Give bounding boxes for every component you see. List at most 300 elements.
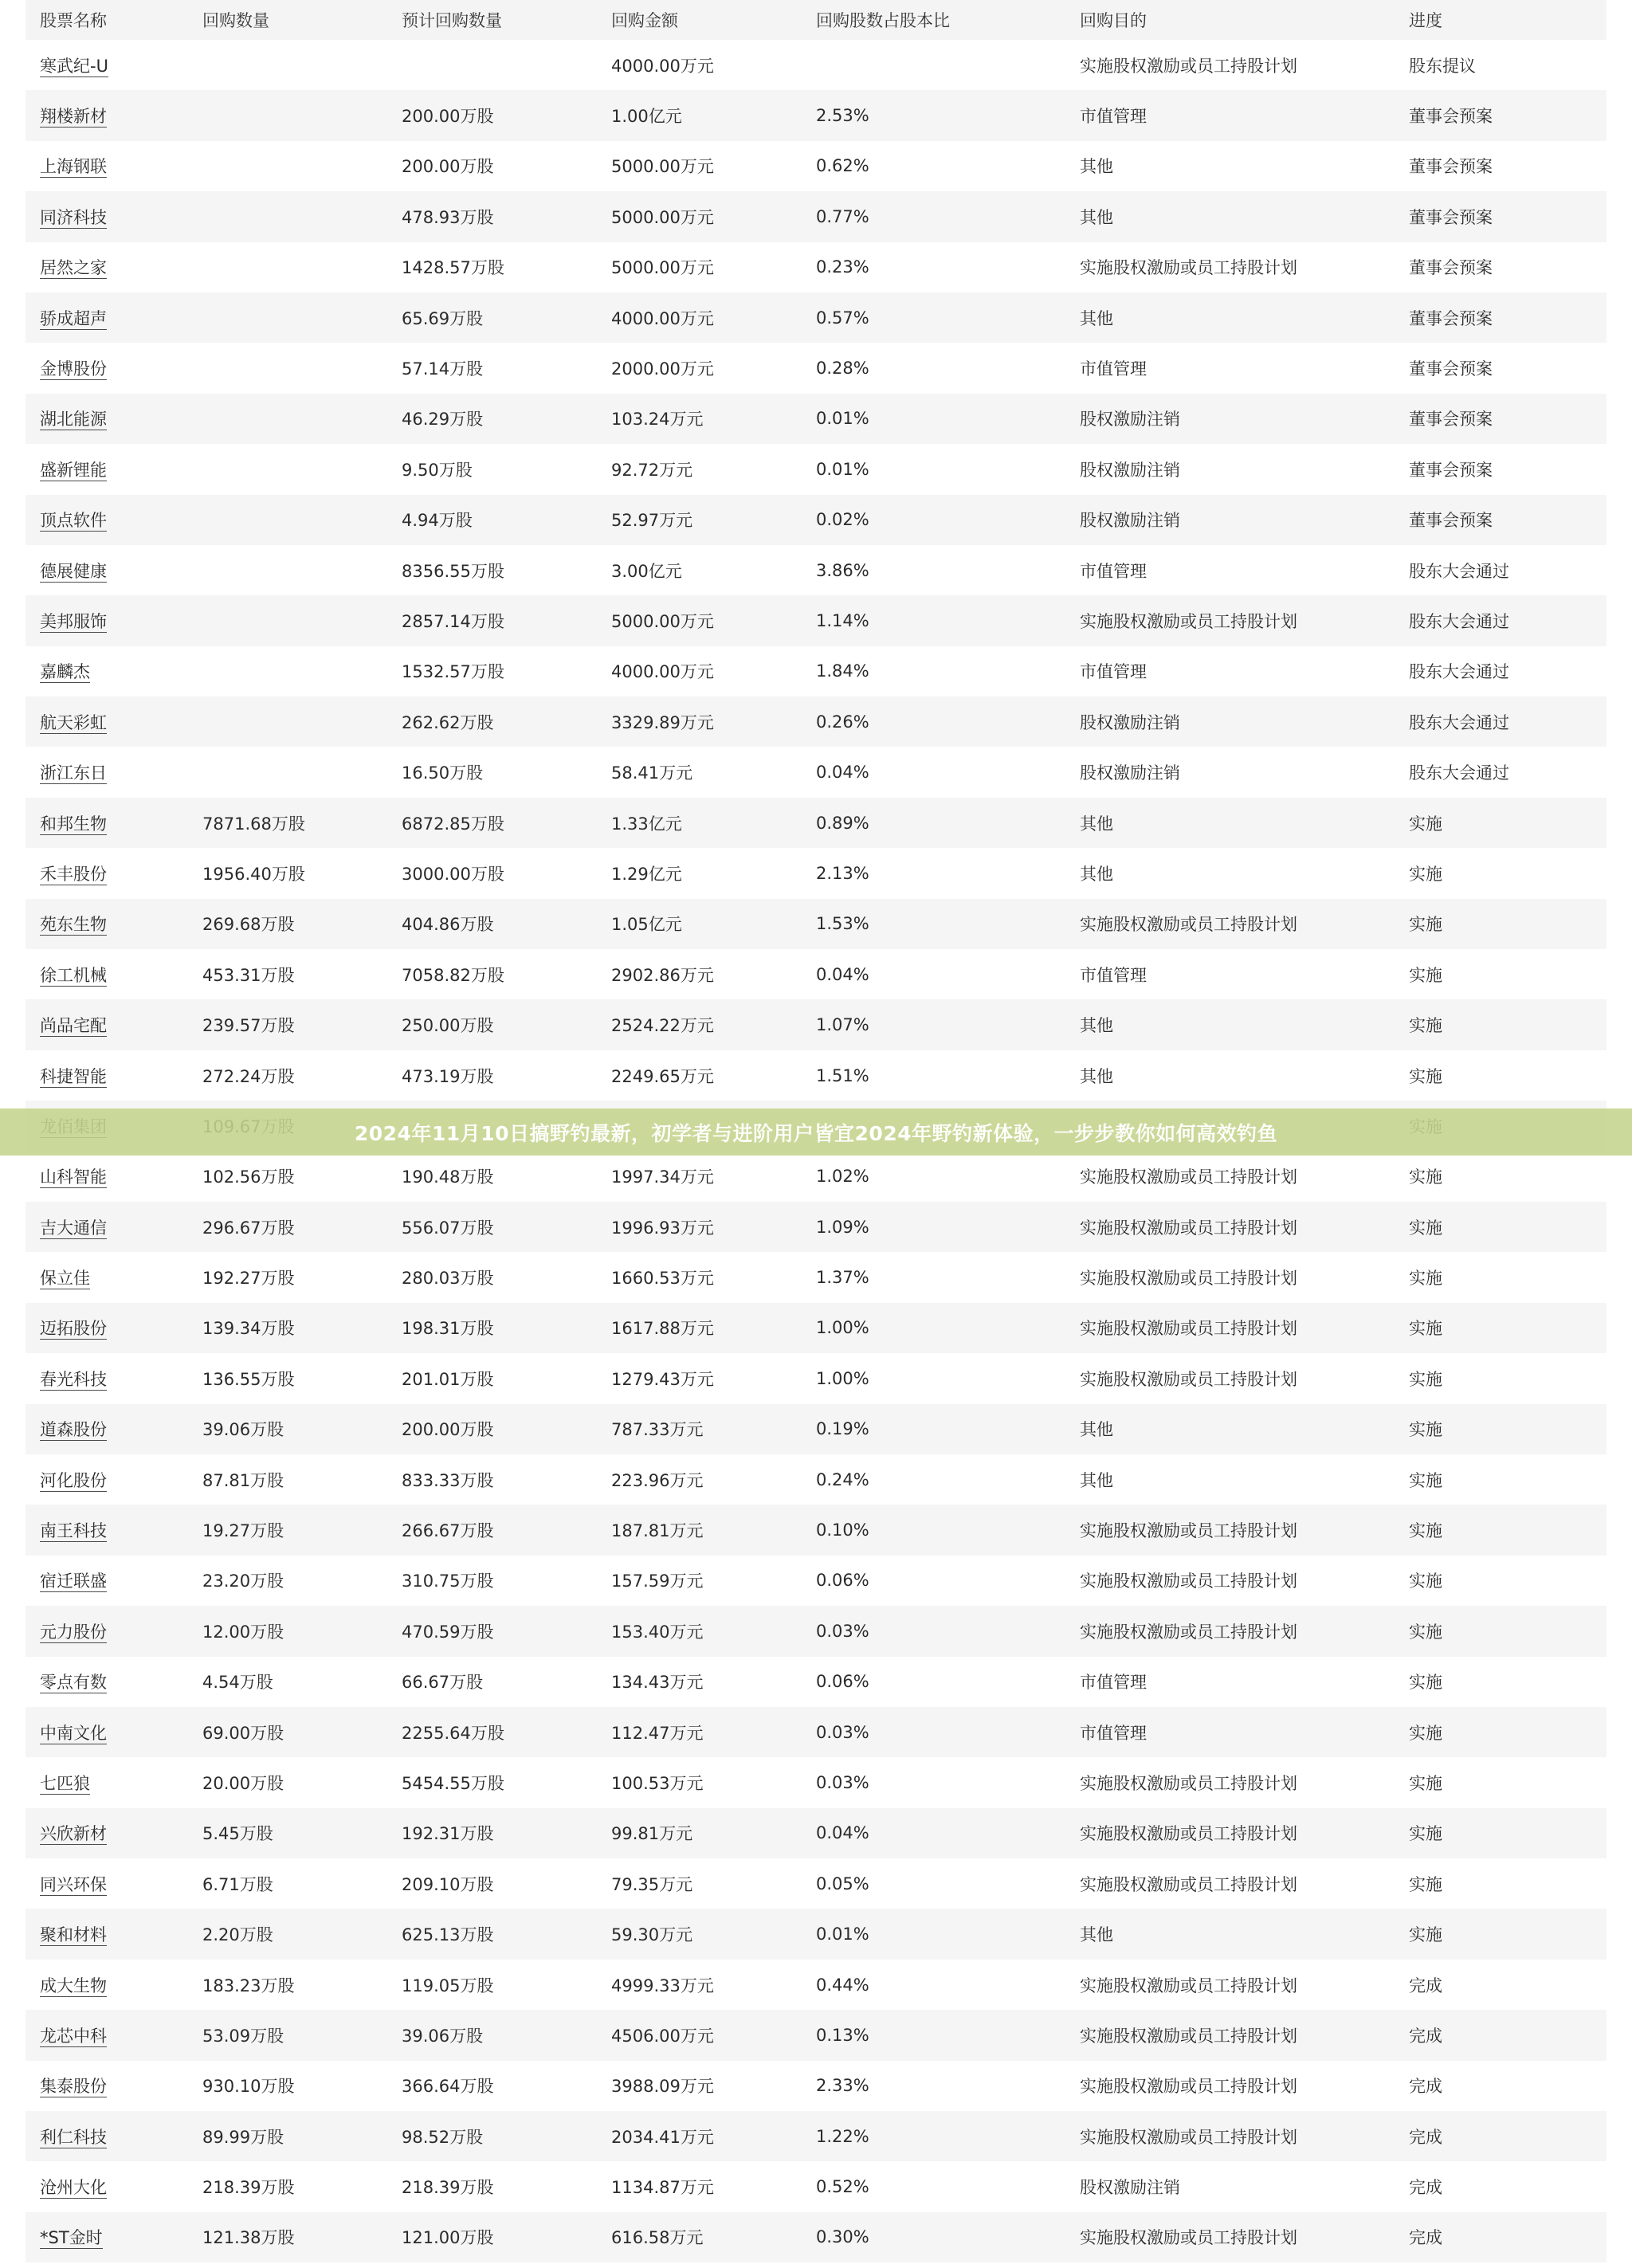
cell-buyback-share-ratio: 0.01% <box>816 1925 869 1944</box>
cell-stock-name <box>26 696 188 747</box>
cell-buyback-quantity: 12.00万股 <box>202 1622 284 1642</box>
cell-buyback-purpose: 实施股权激励或员工持股计划 <box>1080 1269 1297 1289</box>
table-row <box>26 1303 1606 1353</box>
cell-stock-name <box>26 595 188 645</box>
cell-progress: 实施 <box>1409 915 1442 935</box>
cell-buyback-purpose: 实施股权激励或员工持股计划 <box>1080 915 1297 935</box>
stock-name-link[interactable]: 翔楼新材 <box>40 107 107 127</box>
cell-buyback-quantity: 6.71万股 <box>202 1874 273 1894</box>
cell-buyback-purpose: 实施股权激励或员工持股计划 <box>1080 1218 1297 1238</box>
cell-buyback-share-ratio: 0.10% <box>816 1521 869 1540</box>
stock-name-link[interactable]: 德展健康 <box>40 561 107 581</box>
stock-name-link[interactable]: 河化股份 <box>40 1470 107 1490</box>
cell-progress: 实施 <box>1409 1925 1442 1945</box>
cell-buyback-amount: 4506.00万元 <box>611 2026 714 2046</box>
cell-buyback-amount: 3.00亿元 <box>611 561 682 581</box>
stock-name-link[interactable]: 春光科技 <box>40 1369 107 1389</box>
cell-expected-buyback-quantity: 250.00万股 <box>402 1016 494 1036</box>
cell-buyback-quantity: 269.68万股 <box>202 915 295 935</box>
cell-progress: 完成 <box>1409 2228 1442 2248</box>
cell-buyback-amount: 134.43万元 <box>611 1673 704 1693</box>
stock-name-link[interactable]: 同兴环保 <box>40 1874 107 1894</box>
cell-buyback-purpose: 实施股权激励或员工持股计划 <box>1080 1369 1297 1389</box>
cell-buyback-quantity <box>188 495 387 545</box>
cell-stock-name <box>26 1858 188 1909</box>
table-row <box>26 2111 1606 2161</box>
cell-buyback-quantity <box>188 747 387 797</box>
cell-buyback-quantity: 69.00万股 <box>202 1723 284 1743</box>
cell-buyback-purpose: 其他 <box>1080 207 1113 227</box>
cell-buyback-quantity <box>188 141 387 191</box>
cell-progress: 实施 <box>1409 1723 1442 1743</box>
cell-progress: 完成 <box>1409 2026 1442 2046</box>
cell-expected-buyback-quantity: 310.75万股 <box>402 1572 494 1591</box>
table-row <box>26 747 1606 797</box>
cell-buyback-purpose: 股权激励注销 <box>1080 2178 1180 2198</box>
cell-buyback-purpose: 市值管理 <box>1080 965 1147 985</box>
cell-expected-buyback-quantity: 65.69万股 <box>402 308 484 328</box>
stock-name-link[interactable]: 顶点软件 <box>40 511 107 531</box>
cell-progress: 股东大会通过 <box>1409 662 1509 682</box>
cell-buyback-amount: 787.33万元 <box>611 1420 704 1440</box>
cell-stock-name <box>26 90 188 140</box>
stock-name-link[interactable]: 苑东生物 <box>40 915 107 935</box>
cell-buyback-amount: 153.40万元 <box>611 1622 704 1642</box>
cell-progress: 实施 <box>1409 1773 1442 1793</box>
cell-stock-name <box>26 899 188 949</box>
stock-name-link[interactable]: 美邦服饰 <box>40 611 107 631</box>
cell-progress: 董事会预案 <box>1409 207 1493 227</box>
cell-expected-buyback-quantity: 3000.00万股 <box>402 864 504 884</box>
cell-progress: 完成 <box>1409 1976 1442 1995</box>
cell-stock-name <box>26 242 188 292</box>
stock-name-link[interactable]: 金博股份 <box>40 359 107 379</box>
cell-buyback-amount: 5000.00万元 <box>611 157 714 177</box>
cell-stock-name <box>26 1404 188 1454</box>
cell-progress: 完成 <box>1409 2127 1442 2147</box>
cell-buyback-amount: 4000.00万元 <box>611 56 714 76</box>
cell-buyback-quantity <box>188 242 387 292</box>
cell-buyback-share-ratio: 0.04% <box>816 964 869 984</box>
table-row <box>26 2161 1606 2211</box>
stock-name-link[interactable]: 同济科技 <box>40 207 107 227</box>
cell-progress: 实施 <box>1409 1622 1442 1642</box>
cell-progress: 实施 <box>1409 1824 1442 1844</box>
cell-progress: 股东大会通过 <box>1409 712 1509 732</box>
cell-buyback-share-ratio: 0.05% <box>816 1874 869 1893</box>
cell-buyback-quantity <box>188 595 387 645</box>
column-header-stock-name: 股票名称 <box>40 11 107 30</box>
cell-buyback-share-ratio: 0.04% <box>816 763 869 783</box>
cell-buyback-quantity <box>188 191 387 241</box>
cell-progress: 实施 <box>1409 1016 1442 1036</box>
cell-buyback-quantity: 102.56万股 <box>202 1167 295 1187</box>
cell-buyback-amount: 3988.09万元 <box>611 2077 714 2097</box>
cell-expected-buyback-quantity: 266.67万股 <box>402 1521 494 1541</box>
cell-expected-buyback-quantity: 7058.82万股 <box>402 965 504 985</box>
cell-buyback-amount: 4000.00万元 <box>611 308 714 328</box>
cell-buyback-quantity: 139.34万股 <box>202 1319 295 1339</box>
cell-buyback-purpose: 实施股权激励或员工持股计划 <box>1080 1824 1297 1844</box>
cell-stock-name <box>26 747 188 797</box>
column-header-buyback-purpose: 回购目的 <box>1080 11 1147 30</box>
stock-name-link[interactable]: 迈拓股份 <box>40 1319 107 1339</box>
cell-progress: 董事会预案 <box>1409 157 1493 177</box>
cell-buyback-quantity: 218.39万股 <box>202 2178 295 2198</box>
table-row <box>26 1606 1606 1656</box>
stock-name-link[interactable]: 零点有数 <box>40 1673 107 1693</box>
table-header-row <box>26 0 1606 40</box>
stock-name-link[interactable]: 山科智能 <box>40 1167 107 1187</box>
cell-stock-name <box>26 1556 188 1606</box>
stock-name-link[interactable]: 保立佳 <box>40 1269 90 1289</box>
cell-progress: 实施 <box>1409 864 1442 884</box>
cell-buyback-purpose: 实施股权激励或员工持股计划 <box>1080 258 1297 278</box>
table-row <box>26 1858 1606 1909</box>
cell-buyback-amount: 99.81万元 <box>611 1824 693 1844</box>
stock-name-link[interactable]: 元力股份 <box>40 1622 107 1642</box>
cell-expected-buyback-quantity: 470.59万股 <box>402 1622 494 1642</box>
cell-expected-buyback-quantity: 404.86万股 <box>402 915 494 935</box>
stock-name-link[interactable]: 和邦生物 <box>40 814 107 834</box>
cell-buyback-purpose: 其他 <box>1080 157 1113 177</box>
cell-stock-name <box>26 646 188 696</box>
table-row <box>26 90 1606 140</box>
cell-stock-name <box>26 141 188 191</box>
cell-buyback-share-ratio: 1.22% <box>816 2126 869 2146</box>
cell-buyback-amount: 79.35万元 <box>611 1874 693 1894</box>
cell-buyback-share-ratio: 0.04% <box>816 1823 869 1843</box>
cell-buyback-share-ratio: 0.44% <box>816 1975 869 1995</box>
cell-buyback-quantity: 39.06万股 <box>202 1420 284 1440</box>
cell-buyback-quantity <box>188 40 387 90</box>
table-row <box>26 40 1606 90</box>
cell-progress: 实施 <box>1409 1319 1442 1339</box>
table-row <box>26 1909 1606 1959</box>
cell-buyback-share-ratio: 1.37% <box>816 1268 869 1288</box>
cell-expected-buyback-quantity: 201.01万股 <box>402 1369 494 1389</box>
cell-expected-buyback-quantity: 198.31万股 <box>402 1319 494 1339</box>
stock-name-link[interactable]: 上海钢联 <box>40 157 107 177</box>
cell-expected-buyback-quantity: 98.52万股 <box>402 2127 484 2147</box>
stock-name-link[interactable]: 沧州大化 <box>40 2178 107 2198</box>
cell-stock-name <box>26 2010 188 2060</box>
cell-buyback-purpose: 市值管理 <box>1080 662 1147 682</box>
cell-buyback-purpose: 股权激励注销 <box>1080 763 1180 783</box>
table-row <box>26 2061 1606 2111</box>
cell-stock-name <box>26 40 188 90</box>
cell-expected-buyback-quantity: 262.62万股 <box>402 712 494 732</box>
cell-buyback-share-ratio: 0.89% <box>816 813 869 833</box>
table-row <box>26 1505 1606 1555</box>
stock-name-link[interactable]: 盛新锂能 <box>40 460 107 480</box>
cell-buyback-amount: 5000.00万元 <box>611 207 714 227</box>
cell-buyback-quantity: 53.09万股 <box>202 2026 284 2046</box>
stock-name-link[interactable]: 骄成超声 <box>40 308 107 328</box>
cell-buyback-purpose: 市值管理 <box>1080 1723 1147 1743</box>
cell-stock-name <box>26 1202 188 1252</box>
cell-stock-name <box>26 1152 188 1202</box>
stock-name-link[interactable]: 湖北能源 <box>40 410 107 430</box>
cell-expected-buyback-quantity: 46.29万股 <box>402 410 484 430</box>
cell-buyback-purpose: 实施股权激励或员工持股计划 <box>1080 1521 1297 1541</box>
cell-stock-name <box>26 798 188 848</box>
cell-buyback-purpose: 其他 <box>1080 1925 1113 1945</box>
cell-buyback-amount: 2524.22万元 <box>611 1016 714 1036</box>
cell-buyback-quantity: 453.31万股 <box>202 965 295 985</box>
cell-buyback-quantity <box>188 292 387 343</box>
stock-name-link[interactable]: 徐工机械 <box>40 965 107 985</box>
cell-buyback-purpose: 股权激励注销 <box>1080 410 1180 430</box>
stock-name-link[interactable]: 兴欣新材 <box>40 1824 107 1844</box>
cell-stock-name <box>26 1606 188 1656</box>
cell-buyback-share-ratio: 0.28% <box>816 359 869 379</box>
table-row <box>26 343 1606 393</box>
cell-progress: 完成 <box>1409 2077 1442 2097</box>
cell-buyback-quantity: 272.24万股 <box>202 1066 295 1086</box>
cell-buyback-amount: 1617.88万元 <box>611 1319 714 1339</box>
cell-buyback-amount: 92.72万元 <box>611 460 693 480</box>
column-header-buyback-share-ratio: 回购股数占股本比 <box>816 11 950 30</box>
cell-buyback-amount: 2000.00万元 <box>611 359 714 379</box>
cell-expected-buyback-quantity: 833.33万股 <box>402 1470 494 1490</box>
cell-stock-name <box>26 2161 188 2211</box>
stock-name-link[interactable]: 居然之家 <box>40 258 107 278</box>
cell-buyback-amount: 3329.89万元 <box>611 712 714 732</box>
cell-buyback-purpose: 其他 <box>1080 814 1113 834</box>
cell-buyback-share-ratio: 2.13% <box>816 863 869 883</box>
cell-progress: 实施 <box>1409 1167 1442 1187</box>
cell-buyback-quantity: 23.20万股 <box>202 1572 284 1591</box>
cell-buyback-quantity <box>188 343 387 393</box>
cell-expected-buyback-quantity: 6872.85万股 <box>402 814 504 834</box>
cell-buyback-share-ratio: 1.00% <box>816 1368 869 1388</box>
cell-progress: 实施 <box>1409 1521 1442 1541</box>
cell-stock-name <box>26 999 188 1050</box>
cell-buyback-quantity: 7871.68万股 <box>202 814 305 834</box>
cell-buyback-amount: 1134.87万元 <box>611 2178 714 2198</box>
cell-buyback-share-ratio: 0.24% <box>816 1469 869 1489</box>
stock-name-link[interactable]: 道森股份 <box>40 1420 107 1440</box>
cell-stock-name <box>26 949 188 999</box>
cell-buyback-share-ratio <box>802 40 1065 90</box>
cell-expected-buyback-quantity: 4.94万股 <box>402 511 473 531</box>
cell-expected-buyback-quantity: 192.31万股 <box>402 1824 494 1844</box>
cell-buyback-share-ratio: 1.02% <box>816 1167 869 1187</box>
cell-stock-name <box>26 1707 188 1757</box>
column-header-progress: 进度 <box>1409 11 1442 30</box>
cell-buyback-share-ratio: 0.19% <box>816 1419 869 1439</box>
cell-progress: 实施 <box>1409 1673 1442 1693</box>
cell-stock-name <box>26 1505 188 1555</box>
cell-buyback-quantity: 183.23万股 <box>202 1976 295 1995</box>
cell-buyback-quantity <box>188 90 387 140</box>
cell-buyback-purpose: 实施股权激励或员工持股计划 <box>1080 1874 1297 1894</box>
table-row <box>26 1960 1606 2010</box>
cell-buyback-purpose: 实施股权激励或员工持股计划 <box>1080 1976 1297 1995</box>
cell-buyback-purpose: 实施股权激励或员工持股计划 <box>1080 1622 1297 1642</box>
cell-progress: 实施 <box>1409 1420 1442 1440</box>
stock-name-link[interactable]: 聚和材料 <box>40 1925 107 1945</box>
cell-stock-name <box>26 1909 188 1959</box>
table-row <box>26 1707 1606 1757</box>
cell-buyback-quantity: 87.81万股 <box>202 1470 284 1490</box>
stock-name-link[interactable]: 南王科技 <box>40 1521 107 1541</box>
stock-name-link[interactable]: 吉大通信 <box>40 1218 107 1238</box>
table-row <box>26 999 1606 1050</box>
cell-expected-buyback-quantity: 556.07万股 <box>402 1218 494 1238</box>
cell-buyback-share-ratio: 3.86% <box>816 560 869 580</box>
cell-buyback-quantity: 1956.40万股 <box>202 864 305 884</box>
stock-name-link[interactable]: 浙江东日 <box>40 763 107 783</box>
cell-stock-name <box>26 343 188 393</box>
cell-buyback-share-ratio: 0.57% <box>816 308 869 328</box>
cell-buyback-amount: 1279.43万元 <box>611 1369 714 1389</box>
cell-buyback-quantity: 136.55万股 <box>202 1369 295 1389</box>
cell-buyback-amount: 1.00亿元 <box>611 107 682 127</box>
cell-expected-buyback-quantity: 473.19万股 <box>402 1066 494 1086</box>
cell-progress: 实施 <box>1409 1369 1442 1389</box>
cell-stock-name <box>26 2061 188 2111</box>
table-row <box>26 2212 1606 2262</box>
cell-expected-buyback-quantity: 39.06万股 <box>402 2026 484 2046</box>
cell-buyback-purpose: 实施股权激励或员工持股计划 <box>1080 2228 1297 2248</box>
cell-buyback-share-ratio: 1.51% <box>816 1065 869 1085</box>
stock-name-link[interactable]: 宿迁联盛 <box>40 1572 107 1591</box>
cell-stock-name <box>26 1657 188 1707</box>
cell-expected-buyback-quantity: 200.00万股 <box>402 157 494 177</box>
cell-progress: 实施 <box>1409 1066 1442 1086</box>
cell-expected-buyback-quantity <box>387 40 597 90</box>
cell-buyback-quantity: 5.45万股 <box>202 1824 273 1844</box>
cell-buyback-share-ratio: 0.77% <box>816 206 869 226</box>
cell-progress: 股东大会通过 <box>1409 763 1509 783</box>
stock-name-link[interactable]: *ST金时 <box>40 2228 103 2248</box>
stock-name-link[interactable]: 航天彩虹 <box>40 712 107 732</box>
cell-buyback-purpose: 股权激励注销 <box>1080 460 1180 480</box>
cell-buyback-share-ratio: 0.01% <box>816 459 869 479</box>
table-row <box>26 2010 1606 2060</box>
table-row <box>26 1353 1606 1403</box>
cell-buyback-purpose: 其他 <box>1080 1470 1113 1490</box>
cell-buyback-purpose: 实施股权激励或员工持股计划 <box>1080 2127 1297 2147</box>
cell-progress: 实施 <box>1409 814 1442 834</box>
cell-expected-buyback-quantity: 119.05万股 <box>402 1976 494 1995</box>
cell-expected-buyback-quantity: 16.50万股 <box>402 763 484 783</box>
cell-progress: 董事会预案 <box>1409 258 1493 278</box>
cell-buyback-share-ratio: 0.23% <box>816 257 869 277</box>
cell-buyback-amount: 1660.53万元 <box>611 1269 714 1289</box>
cell-expected-buyback-quantity: 200.00万股 <box>402 107 494 127</box>
cell-buyback-quantity <box>188 696 387 747</box>
stock-name-link[interactable]: 尚品宅配 <box>40 1016 107 1036</box>
cell-buyback-share-ratio: 0.30% <box>816 2227 869 2247</box>
cell-buyback-amount: 2902.86万元 <box>611 965 714 985</box>
stock-name-link[interactable]: 中南文化 <box>40 1723 107 1743</box>
cell-progress: 实施 <box>1409 1874 1442 1894</box>
cell-buyback-purpose: 市值管理 <box>1080 107 1147 127</box>
cell-buyback-purpose: 其他 <box>1080 1016 1113 1036</box>
cell-buyback-share-ratio: 1.84% <box>816 661 869 681</box>
cell-stock-name <box>26 545 188 595</box>
cell-progress: 董事会预案 <box>1409 410 1493 430</box>
stock-name-link[interactable]: 成大生物 <box>40 1976 107 1995</box>
cell-buyback-purpose: 其他 <box>1080 864 1113 884</box>
cell-buyback-amount: 5000.00万元 <box>611 258 714 278</box>
stock-name-link[interactable]: 集泰股份 <box>40 2077 107 2097</box>
table-row <box>26 949 1606 999</box>
table-row <box>26 444 1606 494</box>
table-row <box>26 545 1606 595</box>
cell-buyback-amount: 5000.00万元 <box>611 611 714 631</box>
table-row <box>26 848 1606 898</box>
cell-buyback-share-ratio: 0.03% <box>816 1621 869 1641</box>
cell-expected-buyback-quantity: 2255.64万股 <box>402 1723 504 1743</box>
cell-buyback-amount: 100.53万元 <box>611 1773 704 1793</box>
cell-stock-name <box>26 1454 188 1505</box>
stock-name-link[interactable]: 科捷智能 <box>40 1066 107 1086</box>
cell-buyback-share-ratio: 0.26% <box>816 712 869 732</box>
table-row <box>26 141 1606 191</box>
cell-buyback-amount: 112.47万元 <box>611 1723 704 1743</box>
stock-name-link[interactable]: 嘉麟杰 <box>40 662 90 682</box>
table-row <box>26 1556 1606 1606</box>
cell-buyback-amount: 1.33亿元 <box>611 814 682 834</box>
cell-buyback-amount: 103.24万元 <box>611 410 704 430</box>
cell-stock-name <box>26 2212 188 2262</box>
cell-buyback-quantity: 19.27万股 <box>202 1521 284 1541</box>
stock-name-link[interactable]: 寒武纪-U <box>40 56 108 76</box>
cell-buyback-share-ratio: 2.53% <box>816 106 869 126</box>
cell-progress: 董事会预案 <box>1409 107 1493 127</box>
cell-expected-buyback-quantity: 478.93万股 <box>402 207 494 227</box>
cell-expected-buyback-quantity: 66.67万股 <box>402 1673 484 1693</box>
cell-progress: 实施 <box>1409 1572 1442 1591</box>
table-row <box>26 1757 1606 1807</box>
cell-buyback-purpose: 实施股权激励或员工持股计划 <box>1080 1572 1297 1591</box>
cell-buyback-quantity: 2.20万股 <box>202 1925 273 1945</box>
cell-buyback-quantity: 121.38万股 <box>202 2228 295 2248</box>
cell-buyback-share-ratio: 0.52% <box>816 2177 869 2197</box>
stock-name-link[interactable]: 七匹狼 <box>40 1773 90 1793</box>
table-header <box>26 0 1606 40</box>
cell-stock-name <box>26 394 188 444</box>
cell-buyback-share-ratio: 2.33% <box>816 2076 869 2096</box>
banner-title: 2024年11月10日搞野钓最新，初学者与进阶用户皆宜2024年野钓新体验，一步步教你如何高效钓鱼 <box>354 1121 1278 1145</box>
cell-buyback-quantity <box>188 444 387 494</box>
table-row <box>26 1404 1606 1454</box>
stock-name-link[interactable]: 禾丰股份 <box>40 864 107 884</box>
cell-expected-buyback-quantity: 1428.57万股 <box>402 258 504 278</box>
cell-buyback-amount: 616.58万元 <box>611 2228 704 2248</box>
cell-buyback-share-ratio: 0.06% <box>816 1571 869 1591</box>
cell-buyback-quantity <box>188 545 387 595</box>
cell-buyback-share-ratio: 0.01% <box>816 409 869 429</box>
cell-buyback-amount: 1.29亿元 <box>611 864 682 884</box>
cell-buyback-amount: 223.96万元 <box>611 1470 704 1490</box>
stock-name-link[interactable]: 利仁科技 <box>40 2127 107 2147</box>
table-row <box>26 1454 1606 1505</box>
cell-buyback-purpose: 市值管理 <box>1080 1673 1147 1693</box>
cell-expected-buyback-quantity: 8356.55万股 <box>402 561 504 581</box>
cell-buyback-amount: 1997.34万元 <box>611 1167 714 1187</box>
cell-expected-buyback-quantity: 625.13万股 <box>402 1925 494 1945</box>
cell-buyback-purpose: 实施股权激励或员工持股计划 <box>1080 1167 1297 1187</box>
stock-name-link[interactable]: 龙芯中科 <box>40 2026 107 2046</box>
cell-progress: 股东大会通过 <box>1409 561 1509 581</box>
cell-progress: 董事会预案 <box>1409 511 1493 531</box>
cell-buyback-share-ratio: 0.03% <box>816 1722 869 1742</box>
